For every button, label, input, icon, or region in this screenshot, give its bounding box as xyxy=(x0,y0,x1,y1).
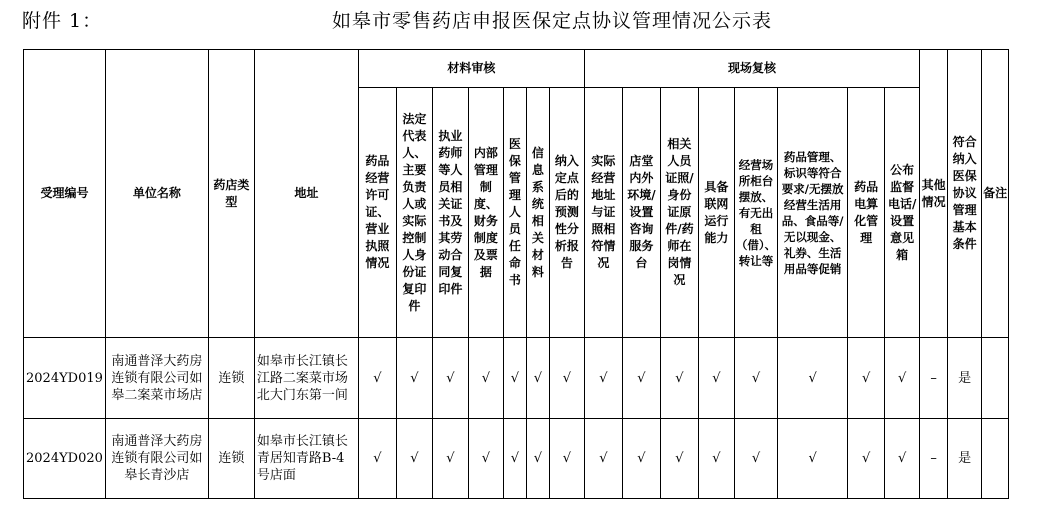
cell-check: √ xyxy=(503,338,526,419)
cell-check: √ xyxy=(885,338,920,419)
header-other: 其他情况 xyxy=(920,50,948,338)
page-title: 如皋市零售药店申报医保定点协议管理情况公示表 xyxy=(332,10,773,32)
cell-check: √ xyxy=(526,419,549,499)
header-material-pharmacist: 执业药师等人员相关证书及其劳动合同复印件 xyxy=(432,88,468,338)
publicity-table xyxy=(23,49,1009,499)
header-site-counters: 经营场所柜台摆放、有无出租（借）、转让等 xyxy=(734,88,777,338)
cell-check: √ xyxy=(526,338,549,419)
cell-check: √ xyxy=(622,419,660,499)
attachment-label: 附件 1： xyxy=(22,10,103,32)
table-row xyxy=(24,419,1009,499)
cell-check: √ xyxy=(848,419,885,499)
header-material-license: 药品经营许可证、营业执照情况 xyxy=(358,88,396,338)
header-address: 地址 xyxy=(254,50,358,338)
cell-check: √ xyxy=(584,419,622,499)
cell-check: √ xyxy=(432,338,468,419)
cell-other: – xyxy=(920,419,948,499)
cell-check: √ xyxy=(396,338,432,419)
cell-check: √ xyxy=(396,419,432,499)
cell-other: – xyxy=(920,338,948,419)
cell-check: √ xyxy=(660,419,698,499)
cell-check: √ xyxy=(660,338,698,419)
cell-store-type: 连锁 xyxy=(208,338,254,419)
cell-check: √ xyxy=(468,419,503,499)
cell-check: √ xyxy=(358,419,396,499)
header-material-legal-rep: 法定代表人、主要负责人或实际控制人身份证复印件 xyxy=(396,88,432,338)
header-site-review: 现场复核 xyxy=(584,50,919,88)
header-material-forecast-report: 纳入定点后的预测性分析报告 xyxy=(549,88,584,338)
cell-unit-name: 南通普泽大药房连锁有限公司如皋长青沙店 xyxy=(105,419,208,499)
cell-accept-no: 2024YD019 xyxy=(24,338,106,419)
cell-check: √ xyxy=(549,419,584,499)
cell-check: √ xyxy=(885,419,920,499)
cell-eligible: 是 xyxy=(948,338,982,419)
header-remark: 备注 xyxy=(982,50,1009,338)
header-site-supervision-phone: 公布监督电话/设置意见箱 xyxy=(885,88,920,338)
cell-check: √ xyxy=(503,419,526,499)
header-site-staff-certs: 相关人员证照/身份证原件/药师在岗情况 xyxy=(660,88,698,338)
cell-check: √ xyxy=(698,419,734,499)
header-accept-no: 受理编号 xyxy=(24,50,106,338)
cell-check: √ xyxy=(734,338,777,419)
cell-check: √ xyxy=(778,419,848,499)
cell-address: 如皋市长江镇长江路二案菜市场北大门东第一间 xyxy=(254,338,358,419)
header-material-insurance-manager: 医保管理人员任命书 xyxy=(503,88,526,338)
cell-check: √ xyxy=(848,338,885,419)
header-material-internal-rules: 内部管理制度、财务制度及票据 xyxy=(468,88,503,338)
cell-check: √ xyxy=(698,338,734,419)
cell-check: √ xyxy=(358,338,396,419)
cell-check: √ xyxy=(468,338,503,419)
header-material-info-system: 信息系统相关材料 xyxy=(526,88,549,338)
header-site-computerized: 药品电算化管理 xyxy=(848,88,885,338)
cell-address: 如皋市长江镇长青居知青路B-4 号店面 xyxy=(254,419,358,499)
cell-remark xyxy=(982,338,1009,419)
header-store-type: 药店类型 xyxy=(208,50,254,338)
table-row xyxy=(24,338,1009,419)
cell-check: √ xyxy=(622,338,660,419)
cell-remark xyxy=(982,419,1009,499)
header-eligible: 符合纳入医保协议管理基本条件 xyxy=(948,50,982,338)
cell-check: √ xyxy=(778,338,848,419)
header-site-drug-management: 药品管理、标识等符合要求/无摆放经营生活用品、食品等/无以现金、礼券、生活用品等促销 xyxy=(778,88,848,338)
header-site-environment: 店堂内外环境/设置咨询服务台 xyxy=(622,88,660,338)
cell-check: √ xyxy=(734,419,777,499)
header-material-review: 材料审核 xyxy=(358,50,584,88)
cell-check: √ xyxy=(584,338,622,419)
cell-check: √ xyxy=(549,338,584,419)
cell-eligible: 是 xyxy=(948,419,982,499)
cell-accept-no: 2024YD020 xyxy=(24,419,106,499)
cell-check: √ xyxy=(432,419,468,499)
cell-unit-name: 南通普泽大药房连锁有限公司如皋二案菜市场店 xyxy=(105,338,208,419)
header-unit-name: 单位名称 xyxy=(105,50,208,338)
header-site-address-match: 实际经营地址与证照相符情况 xyxy=(584,88,622,338)
header-site-network: 具备联网运行能力 xyxy=(698,88,734,338)
cell-store-type: 连锁 xyxy=(208,419,254,499)
